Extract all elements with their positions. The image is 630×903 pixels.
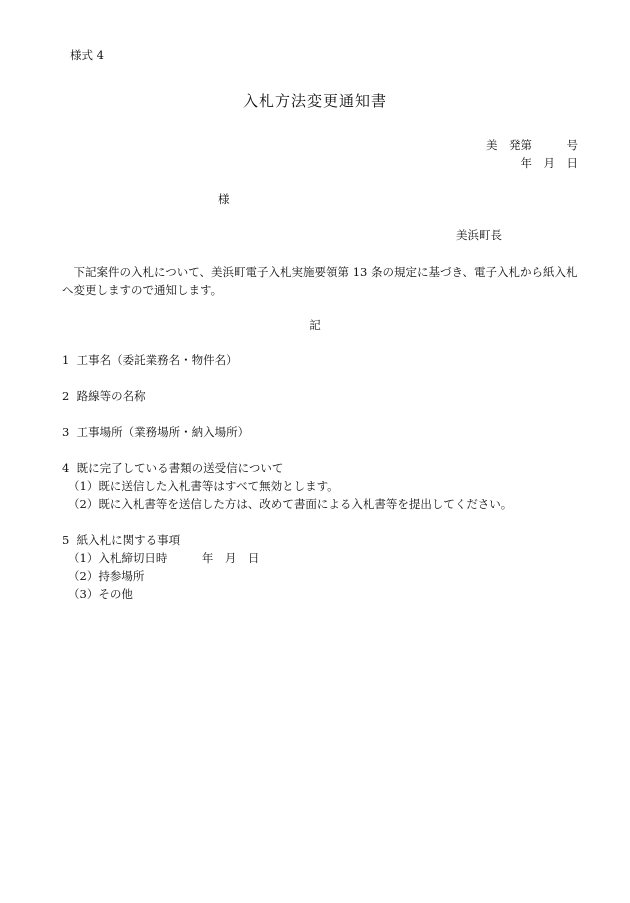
item-construction-name: 1 工事名（委託業務名・物件名） [62,353,238,367]
item-paper-bid-other: （3）その他 [68,587,133,601]
document-number: 美 発第 号 [486,138,578,152]
item-paper-bid: 5 紙入札に関する事項 [62,533,181,547]
item-completed-documents-sub1: （1）既に送信した入札書等はすべて無効とします。 [68,479,339,493]
item-completed-documents: 4 既に完了している書類の送受信について [62,461,284,475]
item-paper-bid-deadline: （1）入札締切日時 年 月 日 [68,551,260,565]
item-route-name: 2 路線等の名称 [62,389,146,403]
document-title: 入札方法変更通知書 [242,92,387,110]
item-paper-bid-place: （2）持参場所 [68,569,145,583]
item-completed-documents-sub2: （2）既に入札書等を送信した方は、改めて書面による入札書等を提出してください。 [68,497,513,511]
addressee-suffix: 様 [218,192,230,206]
sender-name: 美浜町長 [456,228,502,242]
form-number: 様式 4 [70,48,104,62]
body-paragraph: 下記案件の入札について、美浜町電子入札実施要領第 13 条の規定に基づき、電子入札から紙入札へ変更しますので通知します。 [62,265,578,297]
ki-heading: 記 [309,318,321,332]
item-construction-place: 3 工事場所（業務場所・納入場所） [62,425,250,439]
document-date: 年 月 日 [520,156,578,170]
